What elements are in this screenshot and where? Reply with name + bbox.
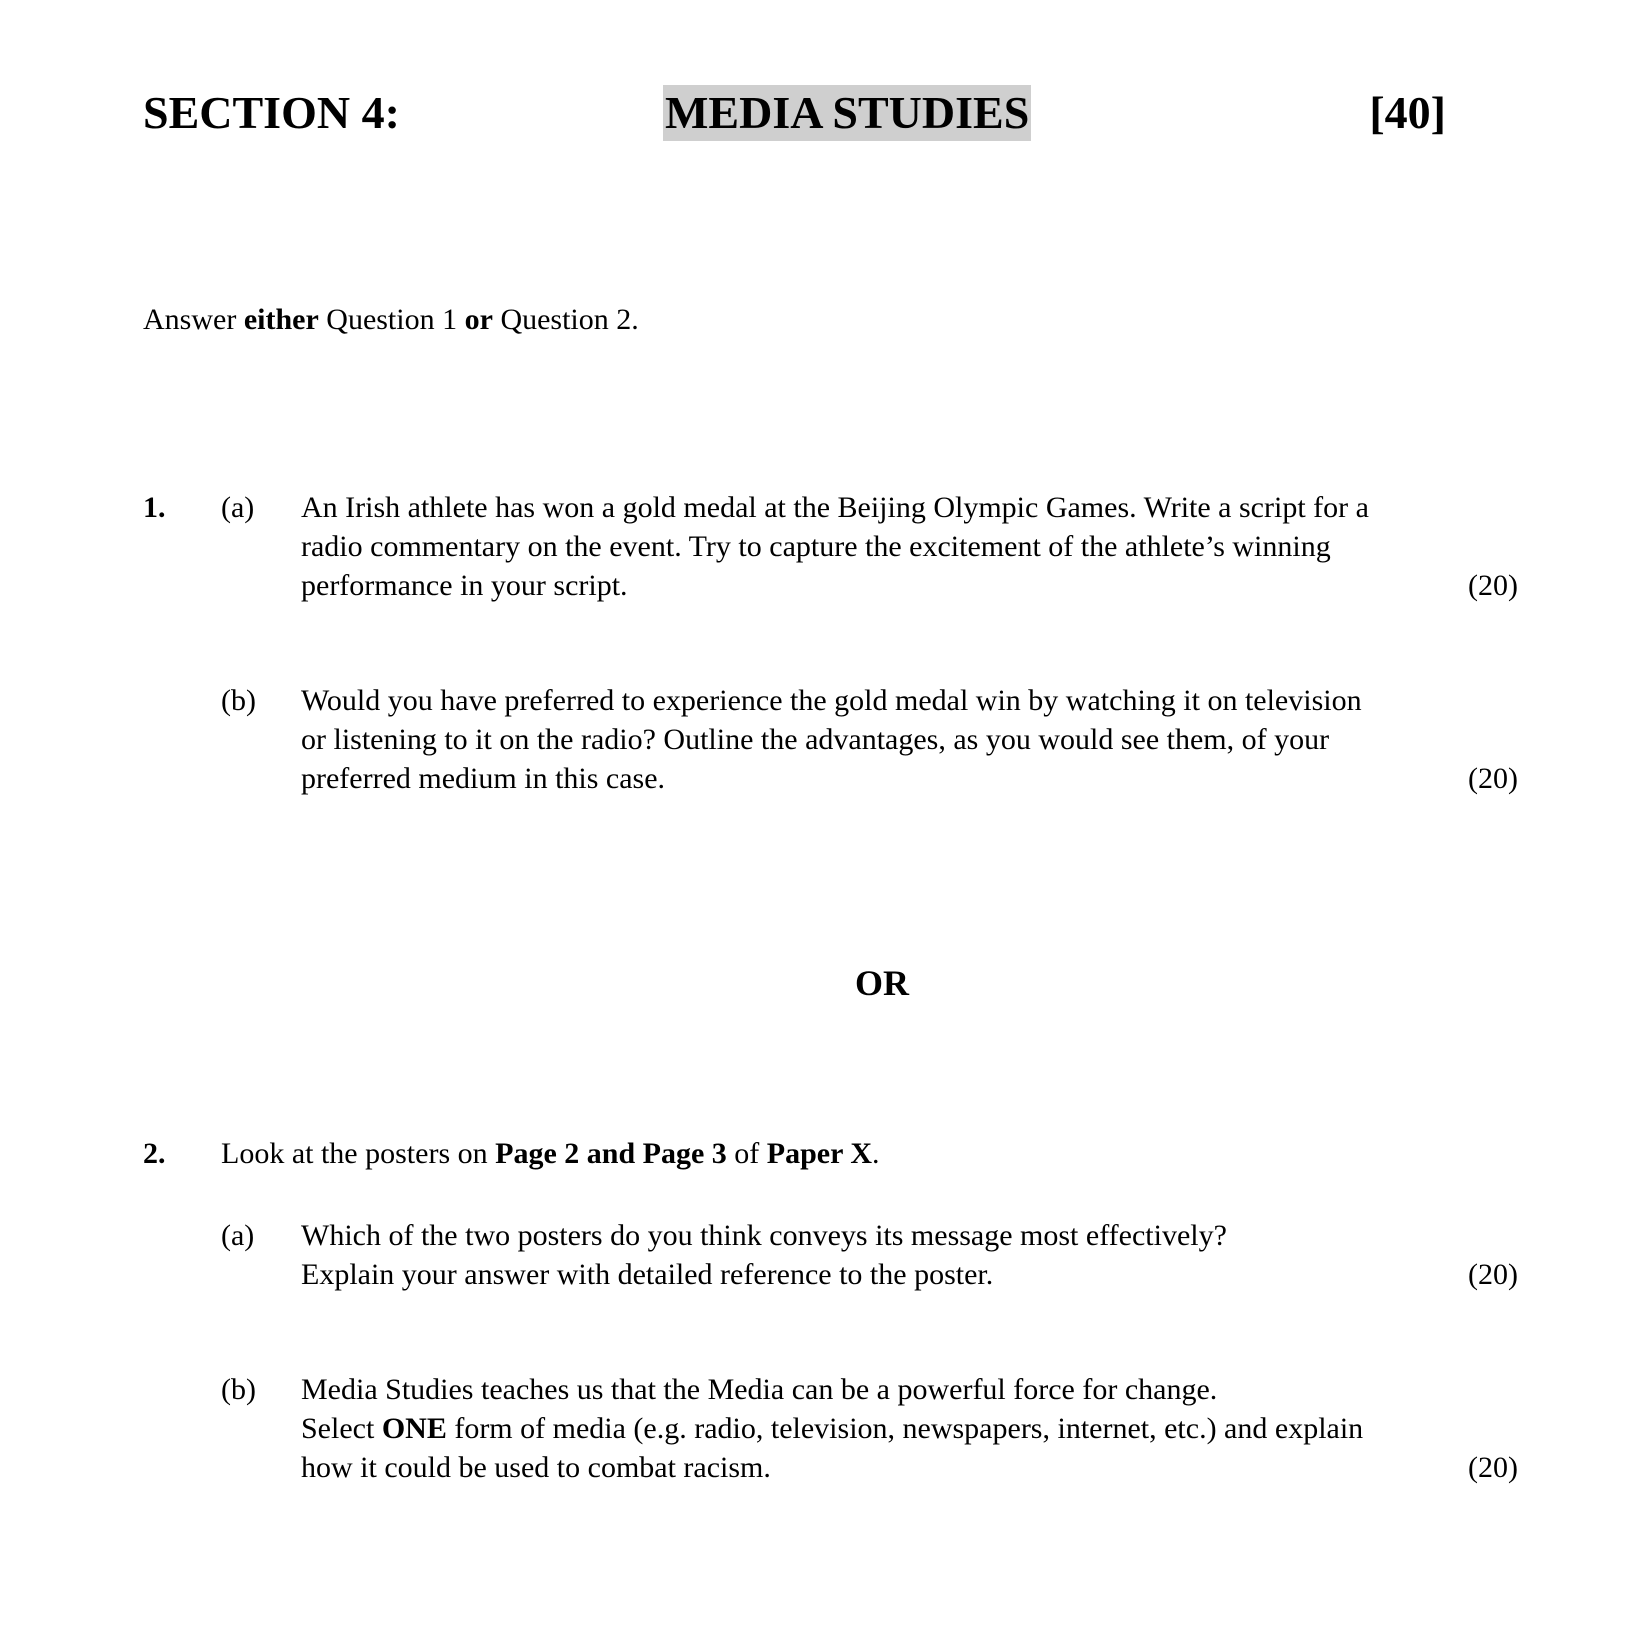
- intro-text: .: [872, 1137, 880, 1170]
- question-line: radio commentary on the event. Try to capture the excitement of the athlete’s winning: [301, 530, 1331, 563]
- question-1a-marks: (20): [1468, 569, 1518, 602]
- question-1b-marks: (20): [1468, 762, 1518, 795]
- question-line: preferred medium in this case.: [301, 762, 666, 795]
- question-1b-label: (b): [221, 684, 256, 717]
- question-2b-label: (b): [221, 1373, 256, 1406]
- question-line: how it could be used to combat racism.: [301, 1451, 771, 1484]
- instruction-text: Question 1: [318, 303, 465, 336]
- question-1-number: 1.: [143, 491, 166, 524]
- intro-text: of: [726, 1137, 767, 1170]
- question-line: Which of the two posters do you think conveys its message most effectively?: [301, 1219, 1227, 1252]
- question-2a-text: [301, 1216, 1521, 1294]
- question-1a-text: [301, 488, 1521, 605]
- question-2a-marks: (20): [1468, 1258, 1518, 1291]
- intro-emphasis: Page 2 and Page 3: [495, 1137, 727, 1170]
- question-line: or listening to it on the radio? Outline the advantages, as you would see them, of your: [301, 723, 1330, 756]
- question-text: form of media (e.g. radio, television, newspapers, internet, etc.) and explain: [446, 1412, 1364, 1445]
- question-2b-marks: (20): [1468, 1451, 1518, 1484]
- instruction-text: Answer: [143, 303, 244, 336]
- question-1a-label: (a): [221, 491, 255, 524]
- instruction-emphasis: or: [464, 303, 493, 336]
- question-line: [301, 1409, 1521, 1448]
- question-line: Media Studies teaches us that the Media can be a powerful force for change.: [301, 1373, 1218, 1406]
- instruction: [143, 300, 639, 339]
- question-line: Explain your answer with detailed reference to the poster.: [301, 1258, 994, 1291]
- section-label: SECTION 4:: [143, 87, 400, 138]
- question-line: Would you have preferred to experience the gold medal win by watching it on television: [301, 684, 1362, 717]
- question-1b-text: [301, 681, 1521, 798]
- question-2-intro: [221, 1134, 880, 1173]
- question-line: performance in your script.: [301, 569, 628, 602]
- instruction-emphasis: either: [243, 303, 319, 336]
- or-divider: OR: [855, 963, 909, 1003]
- question-2-number: 2.: [143, 1137, 166, 1170]
- section-marks: [40]: [1369, 87, 1446, 138]
- section-title: MEDIA STUDIES: [663, 85, 1031, 141]
- instruction-text: Question 2.: [492, 303, 639, 336]
- intro-text: Look at the posters on: [221, 1137, 496, 1170]
- question-emphasis: ONE: [381, 1412, 447, 1445]
- question-line: An Irish athlete has won a gold medal at the Beijing Olympic Games. Write a script for a: [301, 491, 1369, 524]
- question-2b-text: [301, 1370, 1521, 1487]
- intro-emphasis: Paper X: [766, 1137, 873, 1170]
- question-2a-label: (a): [221, 1219, 255, 1252]
- question-text: Select: [301, 1412, 382, 1445]
